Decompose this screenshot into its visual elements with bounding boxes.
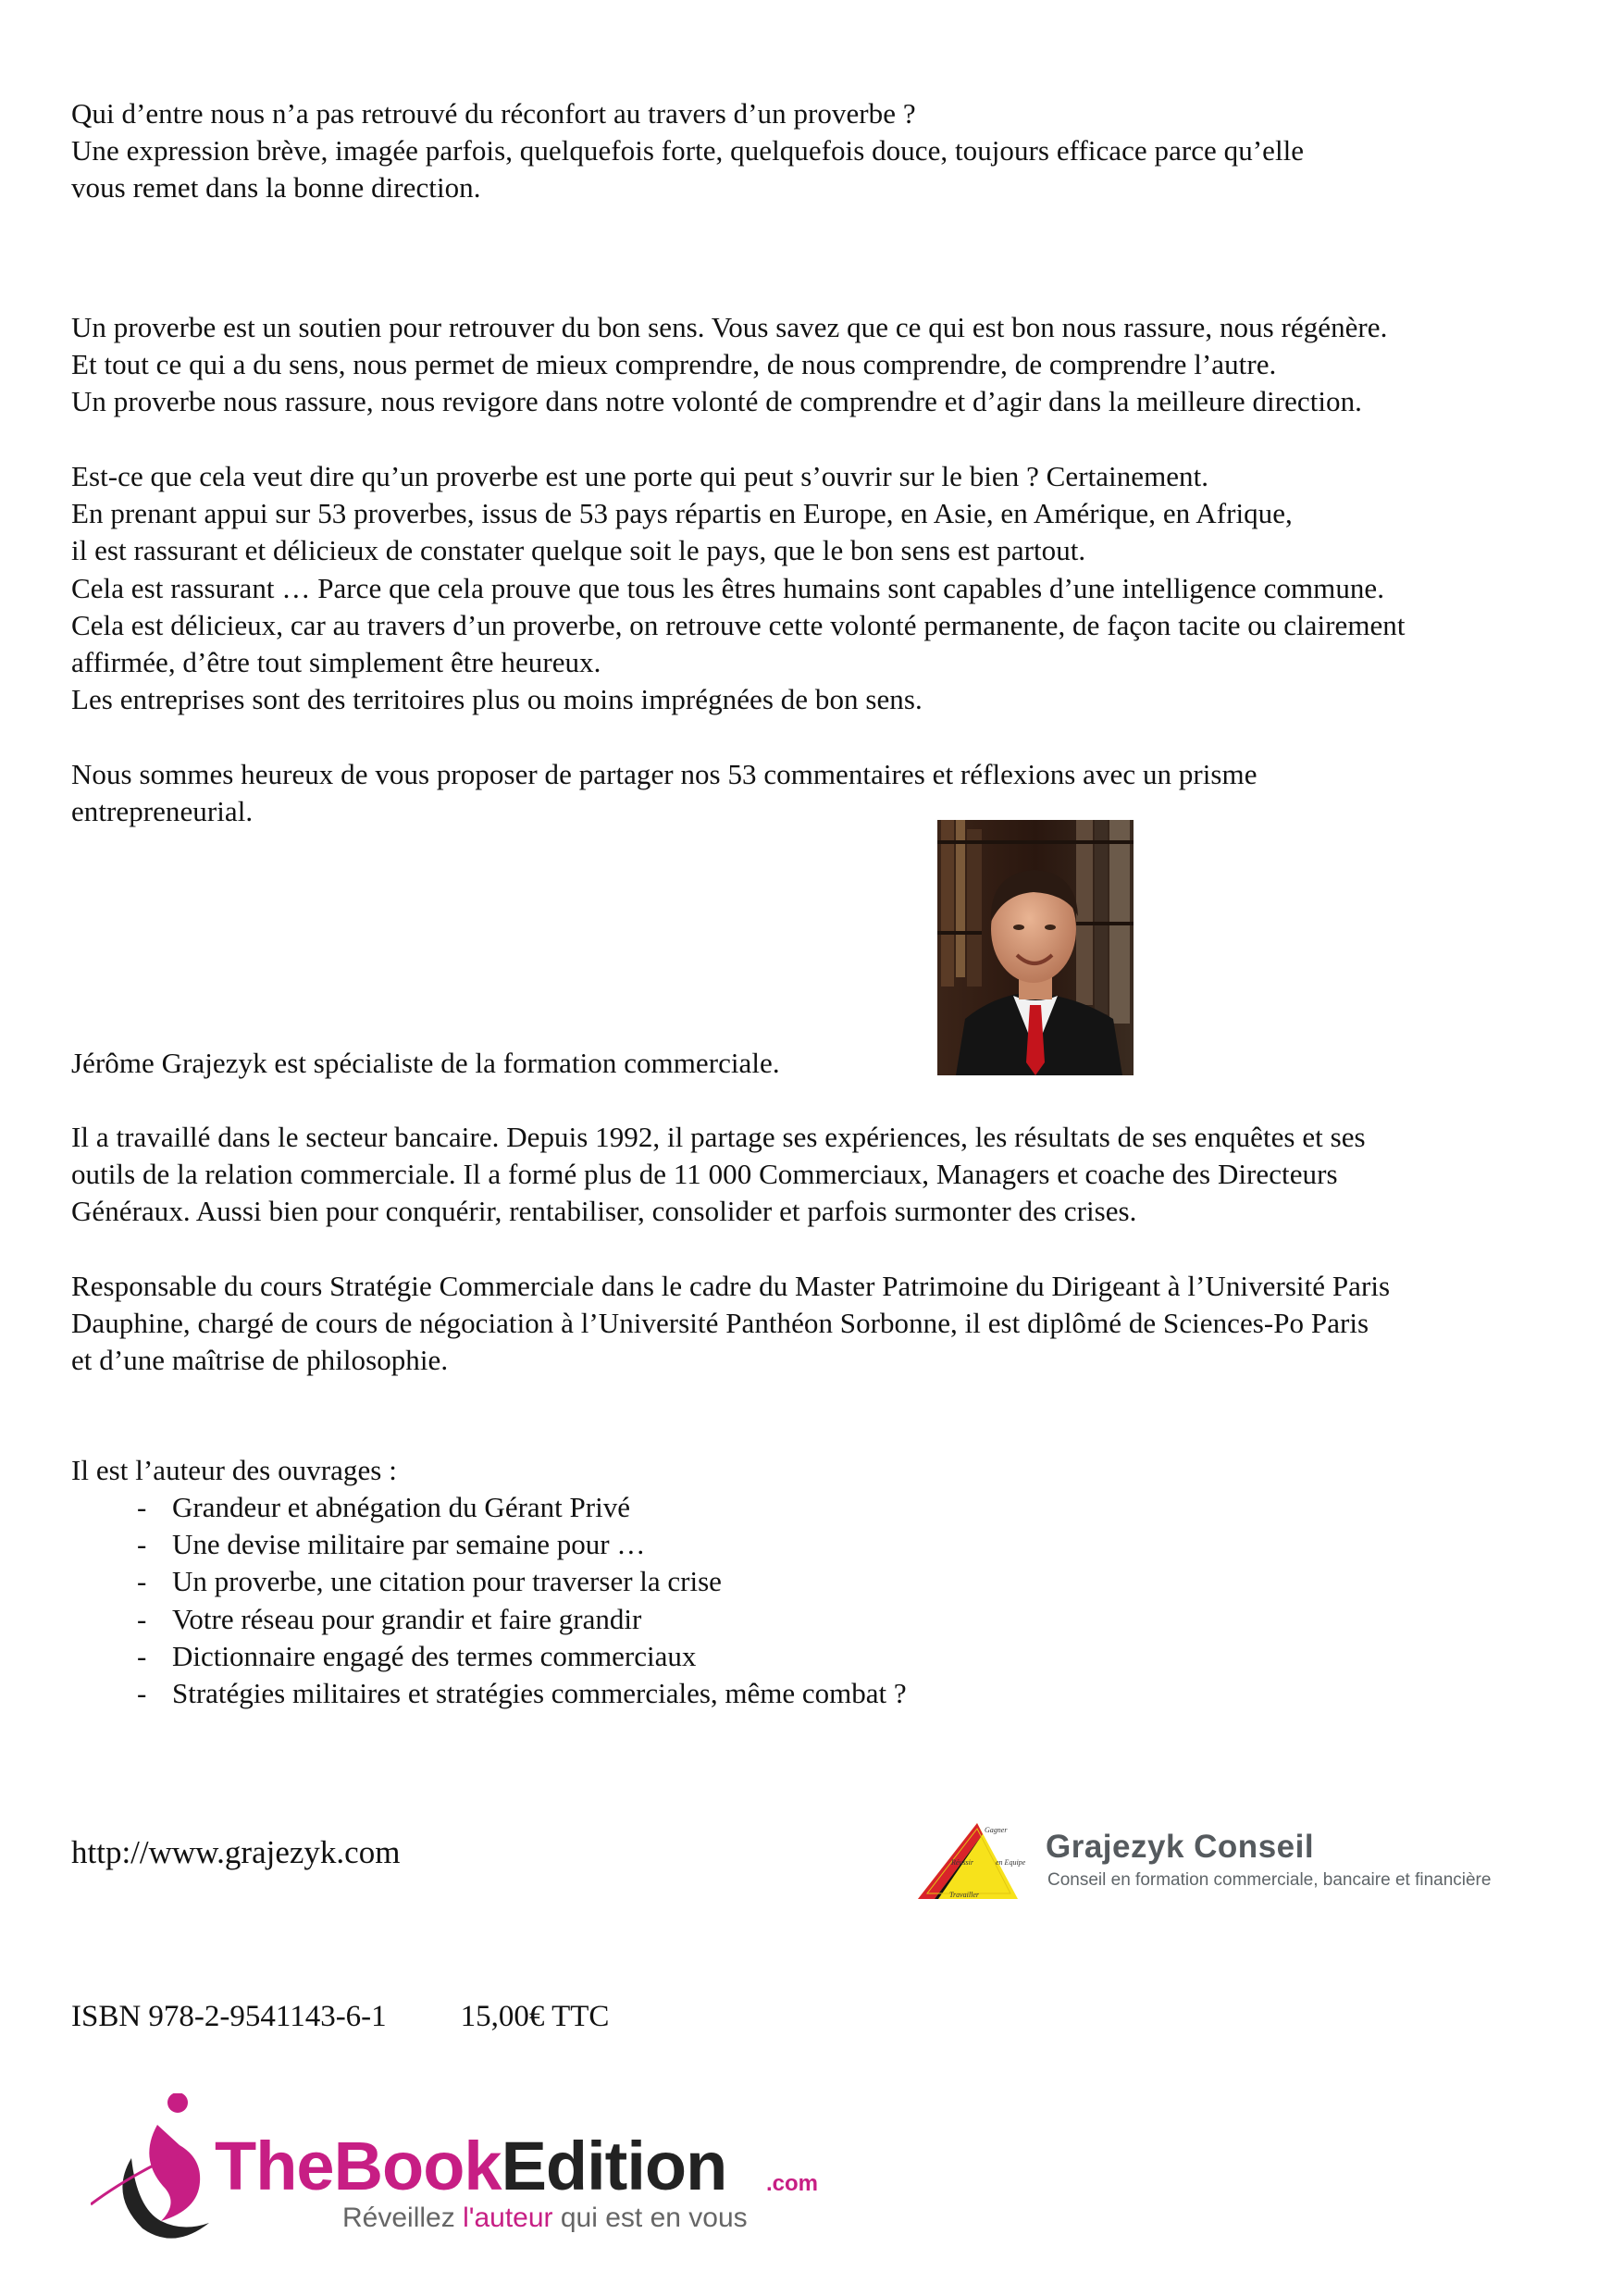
text-line: il est rassurant et délicieux de constater quelque soit le pays, que le bon sens est partout. xyxy=(71,534,1086,567)
thebookedition-wordmark xyxy=(215,2127,726,2205)
text-line: Qui d’entre nous n’a pas retrouvé du réconfort au travers d’un proverbe ? xyxy=(71,97,916,130)
author-intro xyxy=(71,1045,1570,1082)
text-line: Est-ce que cela veut dire qu’un proverbe est une porte qui peut s’ouvrir sur le bien ? Certainement. xyxy=(71,460,1209,492)
isbn: ISBN 978-2-9541143-6-1 xyxy=(71,2000,387,2033)
list-item xyxy=(137,1638,907,1675)
text-line: Responsable du cours Stratégie Commerciale dans le cadre du Master Patrimoine du Dirigeant à l’Université Paris xyxy=(71,1270,1391,1302)
text-line: vous remet dans la bonne direction. xyxy=(71,171,481,205)
text-line: Généraux. Aussi bien pour conquérir, rentabiliser, consolider et parfois surmonter des crises. xyxy=(71,1195,1137,1228)
list-dash: - xyxy=(137,1677,147,1710)
price: 15,00€ TTC xyxy=(460,2000,610,2033)
list-dash: - xyxy=(137,1565,147,1598)
work-title: Un proverbe, une citation pour traverser la crise xyxy=(172,1565,722,1598)
work-title: Grandeur et abnégation du Gérant Privé xyxy=(172,1491,630,1523)
work-title: Votre réseau pour grandir et faire grandir xyxy=(172,1602,642,1635)
wordmark-book: Book xyxy=(333,2128,502,2204)
list-item xyxy=(137,1526,907,1563)
tagline-part: qui est en vous xyxy=(552,2203,748,2233)
text-line: affirmée, d’être tout simplement être heureux. xyxy=(71,646,601,679)
text-line: outils de la relation commerciale. Il a formé plus de 11 000 Commerciaux, Managers et coache des Directeurs xyxy=(71,1158,1338,1191)
text-line: Cela est rassurant … Parce que cela prouve que tous les êtres humains sont capables d’une intelligence commune. xyxy=(71,571,1385,604)
work-title: Une devise militaire par semaine pour … xyxy=(172,1528,646,1561)
intro-paragraph-2 xyxy=(71,309,1570,421)
works-list xyxy=(137,1489,907,1712)
works-heading xyxy=(71,1452,1570,1489)
wordmark-edition: Edition xyxy=(501,2128,727,2204)
text-line: Un proverbe nous rassure, nous revigore dans notre volonté de comprendre et d’agir dans la meilleure direction. xyxy=(71,385,1362,418)
text-line: Dauphine, chargé de cours de négociation à l’Université Panthéon Sorbonne, il est diplômé de Sciences-Po Paris xyxy=(71,1307,1369,1340)
text-line: Une expression brève, imagée parfois, quelquefois forte, quelquefois douce, toujours efficace parce qu’elle xyxy=(71,134,1305,168)
list-item xyxy=(137,1489,907,1526)
list-dash: - xyxy=(137,1528,147,1561)
text-line: Il est l’auteur des ouvrages : xyxy=(71,1454,397,1486)
text-line: En prenant appui sur 53 proverbes, issus de 53 pays répartis en Europe, en Asie, en Amérique, en Afrique, xyxy=(71,497,1293,530)
work-title: Stratégies militaires et stratégies commerciales, même combat ? xyxy=(172,1677,907,1710)
work-title: Dictionnaire engagé des termes commerciaux xyxy=(172,1639,697,1672)
list-dash: - xyxy=(137,1639,147,1672)
wordmark-dotcom: .com xyxy=(766,2171,819,2196)
website-link[interactable]: http://www.grajezyk.com xyxy=(71,1834,401,1870)
wordmark-the: The xyxy=(215,2128,334,2204)
list-item xyxy=(137,1601,907,1638)
triangle-word-en-equipe: en Equipe xyxy=(996,1858,1026,1867)
tagline-highlight: l'auteur xyxy=(463,2203,553,2233)
intro-paragraph-1 xyxy=(71,95,1570,207)
text-line: Et tout ce qui a du sens, nous permet de mieux comprendre, de nous comprendre, de comprendre l’autre. xyxy=(71,348,1277,381)
author-paragraph-2 xyxy=(71,1268,1570,1380)
triangle-word-gagner: Gagner xyxy=(985,1826,1008,1834)
tagline-part: Réveillez xyxy=(342,2203,464,2233)
isbn-price-line xyxy=(71,2000,609,2034)
list-dash: - xyxy=(137,1602,147,1635)
text-line: Jérôme Grajezyk est spécialiste de la formation commerciale. xyxy=(71,1047,780,1079)
list-item xyxy=(137,1563,907,1600)
text-line: Cela est délicieux, car au travers d’un proverbe, on retrouve cette volonté permanente, de façon tacite ou clairement xyxy=(71,608,1406,641)
grajezyk-conseil-name: Grajezyk Conseil xyxy=(1046,1829,1315,1865)
intro-paragraph-4 xyxy=(71,756,1570,830)
author-paragraph-1 xyxy=(71,1119,1570,1231)
text-line: Un proverbe est un soutien pour retrouver du bon sens. Vous savez que ce qui est bon nous rassure, nous régénère. xyxy=(71,311,1388,343)
triangle-word-reussir: Réussir xyxy=(951,1858,973,1867)
text-line: Nous sommes heureux de vous proposer de partager nos 53 commentaires et réflexions avec un prisme xyxy=(71,758,1258,790)
author-photo xyxy=(937,820,1134,1075)
text-line: Il a travaillé dans le secteur bancaire. Depuis 1992, il partage ses expériences, les résultats de ses enquêtes et ses xyxy=(71,1121,1366,1153)
text-line: entrepreneurial. xyxy=(71,795,254,828)
publisher-tagline xyxy=(342,2203,748,2234)
list-dash: - xyxy=(137,1491,147,1523)
list-item xyxy=(137,1675,907,1712)
text-line: Les entreprises sont des territoires plus ou moins imprégnées de bon sens. xyxy=(71,683,923,716)
author-portrait-image xyxy=(937,820,1134,1075)
grajezyk-conseil-subtitle: Conseil en formation commerciale, bancaire et financière xyxy=(1047,1870,1492,1890)
text-line: et d’une maîtrise de philosophie. xyxy=(71,1344,449,1377)
triangle-word-travailler: Travailler xyxy=(949,1891,980,1899)
intro-paragraph-3 xyxy=(71,458,1570,718)
